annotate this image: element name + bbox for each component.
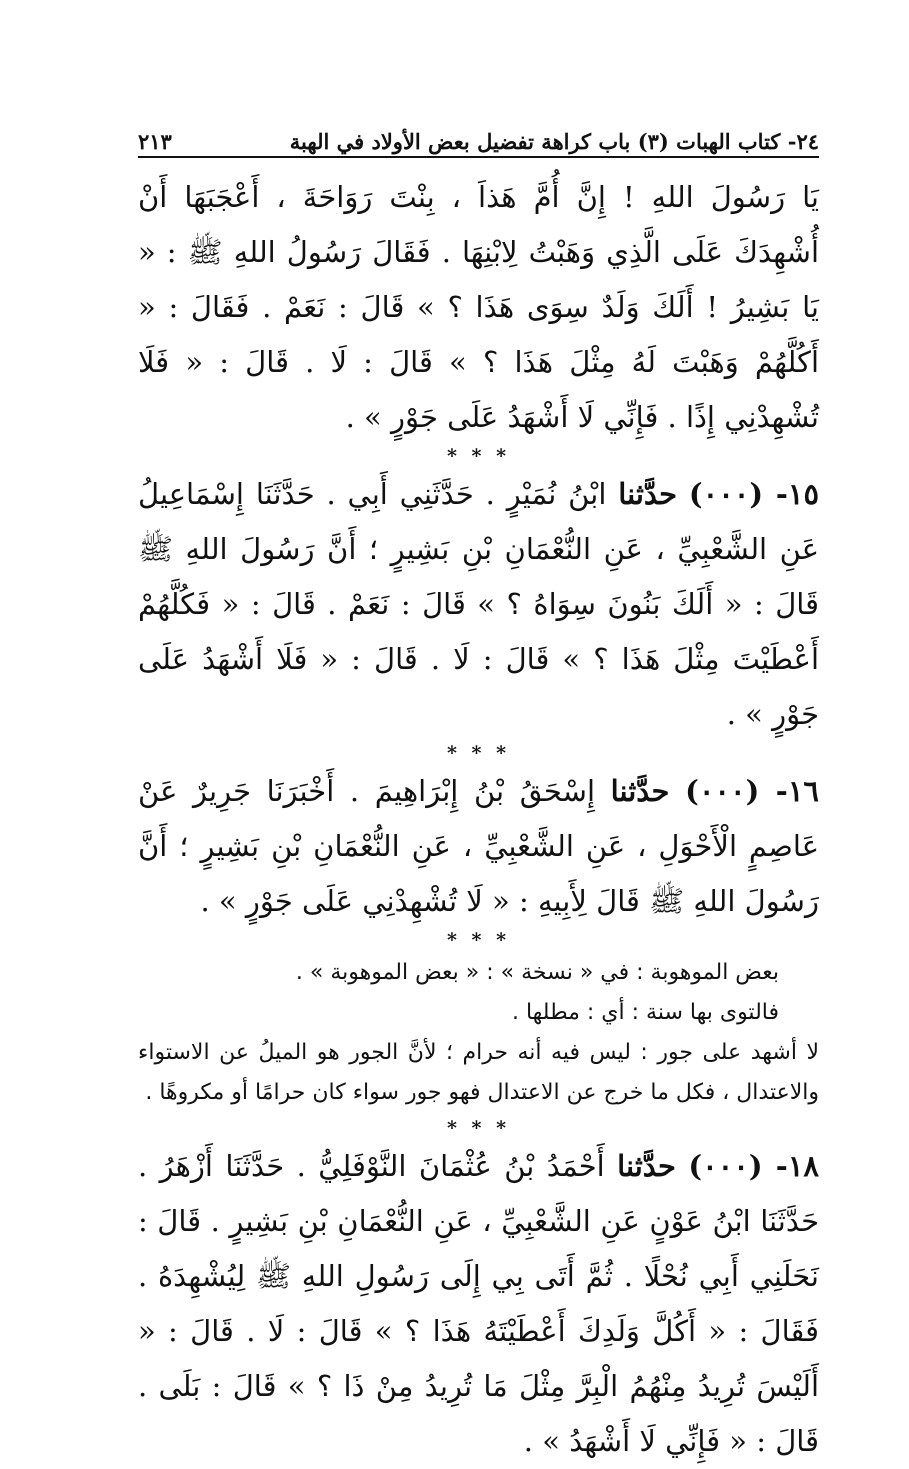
page-body: [138, 170, 819, 1469]
hadith-number: ١٨- (٠٠٠): [688, 1149, 820, 1183]
hadith-15: [138, 467, 819, 742]
hadith-text: ابْنُ نُمَيْرٍ . حَدَّثَنِي أَبِي . حَدَّثَنَا إِسْمَاعِيلُ عَنِ الشَّعْبِيِّ ، عَنِ النُّعْمَانِ بْنِ بَشِيرٍ ؛ أَنَّ رَسُولَ اللهِ ﷺ قَالَ : « أَلَكَ بَنُونَ سِوَاهُ ؟ » قَالَ : نَعَمْ . قَالَ : « فَكُلَّهُمْ أَعْطَيْتَ مِثْلَ هَذَا ؟ » قَالَ : لَا . قَالَ : « فَلَا أَشْهَدُ عَلَى جَوْرٍ » .: [138, 477, 819, 731]
separator: * * *: [446, 1117, 511, 1139]
hadith-narration-word: حدَّثنا: [618, 477, 678, 511]
hadith-number: ١٦- (٠٠٠): [685, 774, 819, 808]
separator: * * *: [446, 742, 511, 764]
separator: * * *: [446, 445, 511, 467]
running-header: [138, 118, 819, 154]
commentary-notes: [138, 953, 819, 1113]
header-rule: [138, 156, 819, 158]
hadith-text: إِسْحَقُ بْنُ إِبْرَاهِيمَ . أَخْبَرَنَا جَرِيرٌ عَنْ عَاصِمٍ الْأَحْوَلِ ، عَنِ الشَّعْبِيِّ ، عَنِ النُّعْمَانِ بْنِ بَشِيرٍ ؛ أَنَّ رَسُولَ اللهِ ﷺ قَالَ لِأَبِيهِ : « لَا تُشْهِدْنِي عَلَى جَوْرٍ » .: [138, 774, 819, 918]
hadith-number: ١٥- (٠٠٠): [688, 477, 820, 511]
separator: * * *: [446, 929, 511, 951]
hadith-continuation: يَا رَسُولَ اللهِ ! إِنَّ أُمَّ هَذاَ ، بِنْتَ رَوَاحَةَ ، أَعْجَبَهَا أَنْ أُشْهِدَكَ عَلَى الَّذِي وَهَبْتُ لِابْنِهَا . فَقَالَ رَسُولُ اللهِ ﷺ : « يَا بَشِيرُ ! أَلَكَ وَلَدٌ سِوَى هَذَا ؟ » قَالَ : نَعَمْ . فَقَالَ : « أَكُلَّهُمْ وَهَبْتَ لَهُ مِثْلَ هَذَا ؟ » قَالَ : لَا . قَالَ : « فَلَا تُشْهِدْنِي إِذًا . فَإِنِّي لَا أَشْهَدُ عَلَى جَوْرٍ » .: [138, 180, 819, 434]
header-chapter: ٢٤- كتاب الهبات: [676, 129, 819, 154]
hadith-16: [138, 764, 819, 929]
hadith-narration-word: حدَّثنا: [610, 774, 670, 808]
note: لا أشهد على جور : ليس فيه أنه حرام ؛ لأنَّ الجور هو الميلُ عن الاستواء والاعتدال ، فكل ما خرج عن الاعتدال فهو جور سواء كان حرامًا أو مكروهًا .: [138, 1040, 819, 1105]
note: فالتوى بها سنة : أي : مطلها .: [511, 1000, 779, 1025]
header-section: (٣) باب كراهة تفضيل بعض الأولاد في الهبة: [289, 129, 669, 154]
hadith-narration-word: حدَّثنا: [617, 1149, 676, 1183]
header-title: [290, 129, 819, 154]
hadith-18: [138, 1139, 819, 1469]
hadith-text: أَحْمَدُ بْنُ عُثْمَانَ النَّوْفَلِيُّ . حَدَّثَنَا أَزْهَرُ . حَدَّثَنَا ابْنُ عَوْنٍ عَنِ الشَّعْبِيِّ ، عَنِ النُّعْمَانِ بْنِ بَشِيرٍ . قَالَ : نَحَلَنِي أَبِي نُحْلًا . ثُمَّ أَتَى بِي إِلَى رَسُولِ اللهِ ﷺ لِيُشْهِدَهُ . فَقَالَ : « أَكُلَّ وَلَدِكَ أَعْطَيْتَهُ هَذَا ؟ » قَالَ : لَا . قَالَ : « أَلَيْسَ تُرِيدُ مِنْهُمُ الْبِرَّ مِثْلَ مَا تُرِيدُ مِنْ ذَا ؟ » قَالَ : بَلَى . قَالَ : « فَإِنِّي لَا أَشْهَدُ » .: [138, 1149, 819, 1458]
note: بعض الموهوبة : في « نسخة » : « بعض الموهوبة » .: [295, 960, 779, 985]
page-number: ٢١٣: [138, 129, 172, 154]
